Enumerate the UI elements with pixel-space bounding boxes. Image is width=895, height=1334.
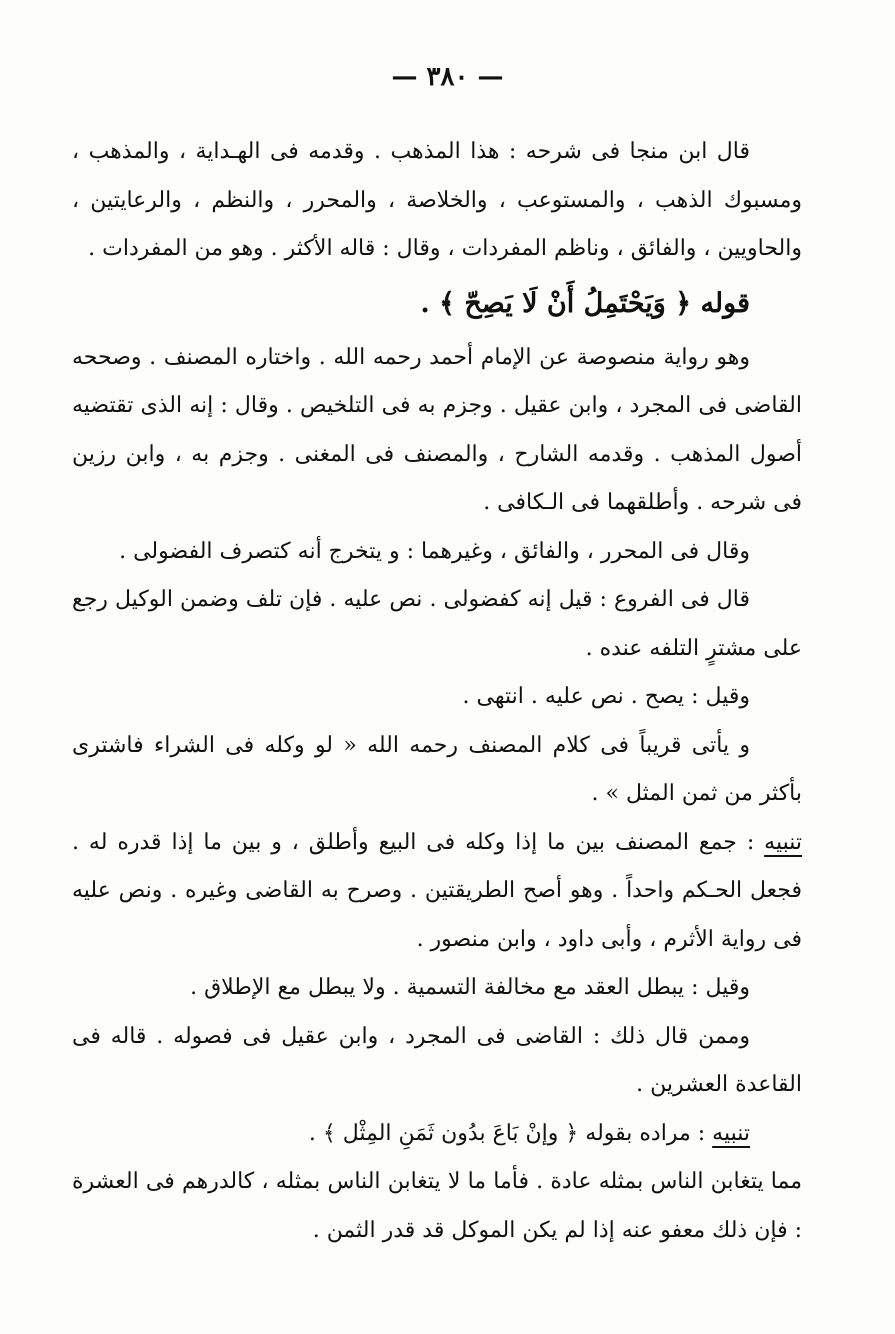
page-body [72, 128, 802, 1255]
note-paragraph-muraduhu [72, 1110, 802, 1159]
paragraph-furu: قال فى الفروع : قيل إنه كفضولى . نص عليه . فإن تلف وضمن الوكيل رجع على مشترٍ التلفه عنده . [72, 587, 802, 661]
note-label: تنبيه [764, 829, 802, 855]
note-paragraph-jam [72, 819, 802, 965]
paragraph-yataghaban: مما يتغابن الناس بمثله عادة . فأما ما لا يتغابن الناس بمثله ، كالدرهم فى العشرة : فإن ذلك معفو عنه إذا لم يكن الموكل قد قدر الثمن . [72, 1169, 802, 1243]
paragraph-riwaya-mansusa: وهو رواية منصوصة عن الإمام أحمد رحمه الله . واختاره المصنف . وصححه القاضى فى المجرد ، وابن عقيل . وجزم به فى التلخيص . وقال : إنه الذى تقتضيه أصول المذهب . وقدمه الشارح ، والمصنف فى المغنى . وجزم به ، وابن رزين فى شرحه . وأطلقهما فى الـكافى . [72, 344, 802, 515]
page-number: — ٣٨٠ — [391, 62, 504, 92]
note-label: تنبيه [712, 1120, 750, 1146]
paragraph-ibn-munja: قال ابن منجا فى شرحه : هذا المذهب . وقدمه فى الهـداية ، والمذهب ، ومسبوك الذهب ، والمستوعب ، والخلاصة ، والمحرر ، والنظم ، والرعايتين ، والحاويين ، والفائق ، وناظم المفردات ، وقال : قاله الأكثر . وهو من المفردات . [72, 139, 802, 261]
paragraph-muharrar: وقال فى المحرر ، والفائق ، وغيرهما : و يتخرج أنه كتصرف الفضولى . [119, 538, 750, 564]
paragraph-yabtul: وقيل : يبطل العقد مع مخالفة التسمية . ولا يبطل مع الإطلاق . [190, 975, 750, 1000]
paragraph-yati-qariban: و يأتى قريباً فى كلام المصنف رحمه الله « لو وكله فى الشراء فاشترى بأكثر من ثمن المثل » . [72, 732, 802, 806]
quoted-heading-yahtamil: قوله ﴿ وَيَحْتَمِلُ أَنْ لَا يَصِحّ ﴾ . [420, 287, 750, 319]
note-text: : مراده بقوله ﴿ وإنْ بَاعَ بدُون ثَمَنِ المِثْل ﴾ . [308, 1120, 713, 1146]
paragraph-mimman-qala: وممن قال ذلك : القاضى فى المجرد ، وابن عقيل فى فصوله . قاله فى القاعدة العشرين . [72, 1023, 802, 1097]
paragraph-yasihh: وقيل : يصح . نص عليه . انتهى . [462, 684, 750, 709]
note-text: : جمع المصنف بين ما إذا وكله فى البيع وأطلق ، و بين ما إذا قدره له . فجعل الحـكم واحداً . وهو أصح الطريقتين . وصرح به القاضى وغيره . ونص عليه فى رواية الأثرم ، وأبى داود ، وابن منصور . [72, 829, 802, 952]
